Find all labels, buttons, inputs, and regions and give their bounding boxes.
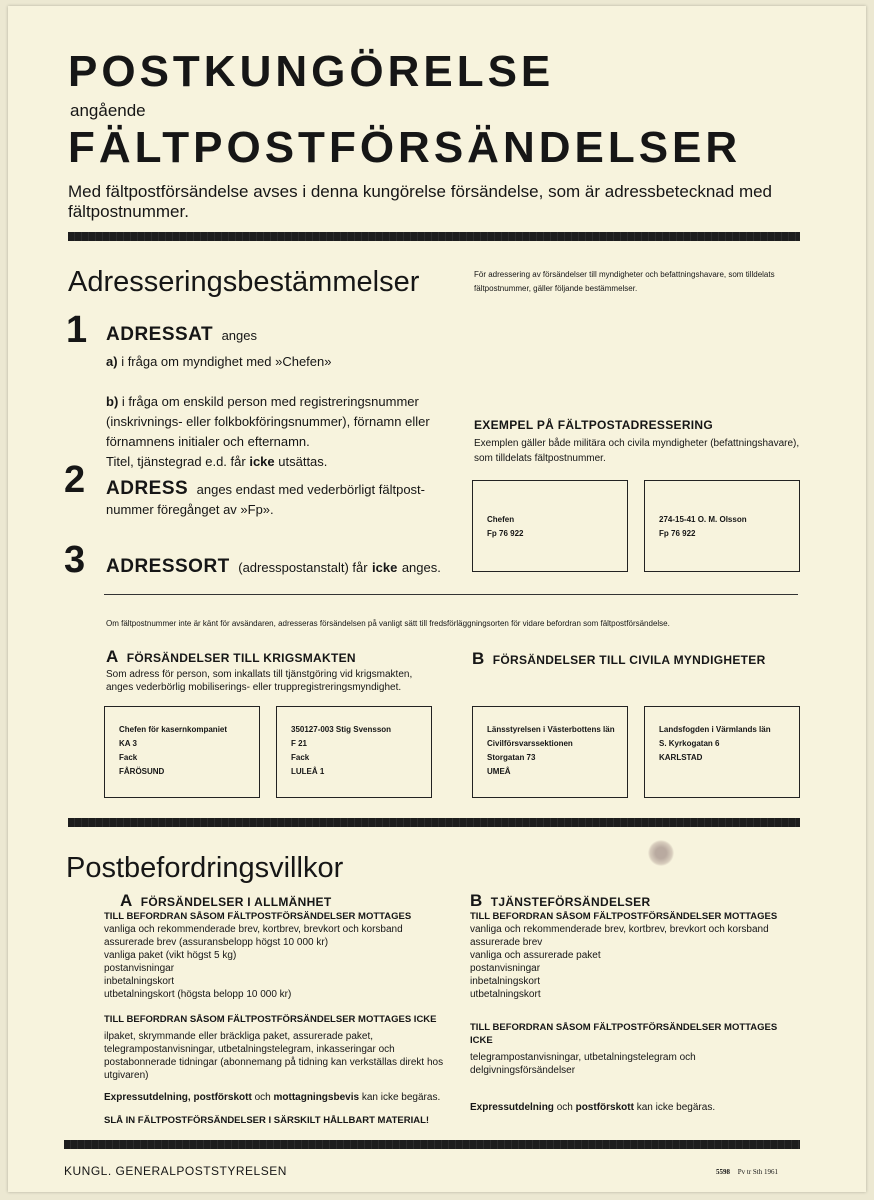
address-line: KARLSTAD xyxy=(659,753,703,762)
service-accepted-heading: TILL BEFORDRAN SÅSOM FÄLTPOSTFÖRSÄNDELSER MOTTAGES xyxy=(470,911,778,922)
general-heading xyxy=(120,891,332,911)
military-title: FÖRSÄNDELSER TILL KRIGSMAKTEN xyxy=(126,651,356,665)
address-line: F 21 xyxy=(291,739,308,748)
civil-heading xyxy=(472,649,766,669)
address-line: Länsstyrelsen i Västerbottens län xyxy=(487,725,615,734)
footer-printer: Pv tr Sth 1961 xyxy=(737,1168,779,1176)
general-accepted-heading: TILL BEFORDRAN SÅSOM FÄLTPOSTFÖRSÄNDELSER MOTTAGES xyxy=(104,911,412,922)
general-title: FÖRSÄNDELSER I ALLMÄNHET xyxy=(140,895,332,909)
service-conditions xyxy=(470,910,802,1114)
rule-1b-bold: icke xyxy=(249,454,275,469)
rule-1-title: ADRESSAT xyxy=(106,324,214,345)
address-line: S. Kyrkogatan 6 xyxy=(659,739,720,748)
address-lines xyxy=(659,723,771,765)
rule-1b-text: i fråga om enskild person med registreringsnummer (inskrivnings- eller folkbokföringsnummer), förnamn eller förnamnens initialer och efternamn. xyxy=(106,394,430,449)
general-accepted-item: vanliga och rekommenderade brev, kortbrev, brevkort och korsband xyxy=(104,924,403,935)
civil-address-box xyxy=(472,706,628,798)
conditions-heading: Postbefordringsvillkor xyxy=(66,852,344,884)
address-line: Fack xyxy=(291,753,310,762)
rule-number-3: 3 xyxy=(64,539,86,581)
divider-rule xyxy=(68,232,800,241)
general-express-note xyxy=(104,1091,444,1104)
general-letter: A xyxy=(120,891,133,910)
divider-rule xyxy=(64,1140,800,1149)
rule-3-text: (adresspostanstalt) får xyxy=(238,560,368,575)
rule-1-suffix: anges xyxy=(221,328,257,343)
address-lines xyxy=(291,723,391,779)
service-letter: B xyxy=(470,891,483,910)
rule-2 xyxy=(106,478,446,520)
service-heading xyxy=(470,891,650,911)
address-line: LULEÅ 1 xyxy=(291,767,325,776)
address-rules-heading: Adresseringsbestämmelser xyxy=(68,266,420,298)
express-text: kan icke begäras. xyxy=(636,1102,716,1113)
address-rules-note: För adressering av försändelser till myndigheter och befattningshavare, som tilldelats fältpostnummer, gäller följande bestämmelser. xyxy=(474,270,775,293)
service-rejected-text: telegrampostanvisningar, utbetalningstelegram och delgivningsförsändelser xyxy=(470,1052,696,1076)
address-line: Fack xyxy=(119,753,138,762)
civil-title: FÖRSÄNDELSER TILL CIVILA MYNDIGHETER xyxy=(492,653,766,667)
service-accepted-item: assurerade brev xyxy=(470,937,543,948)
military-letter: A xyxy=(106,647,119,666)
address-line: Fp 76 922 xyxy=(487,529,524,538)
service-accepted-item: utbetalningskort xyxy=(470,989,541,1000)
general-accepted-item: utbetalningskort (högsta belopp 10 000 kr) xyxy=(104,989,292,1000)
example-text: Exemplen gäller både militära och civila myndigheter (befattningshavare), som tilldelats fältpostnummer. xyxy=(474,438,800,464)
address-line: Chefen för kasernkompaniet xyxy=(119,725,228,734)
divider-rule xyxy=(68,818,800,827)
service-express-note xyxy=(470,1101,802,1114)
rule-1-heading xyxy=(106,324,257,346)
address-lines xyxy=(119,723,227,779)
address-line: 350127-003 Stig Svensson xyxy=(291,725,392,734)
service-accepted-item: vanliga och assurerade paket xyxy=(470,950,601,961)
rule-3 xyxy=(106,556,441,578)
express-bold: Expressutdelning xyxy=(470,1102,554,1113)
service-rejected-heading: TILL BEFORDRAN SÅSOM FÄLTPOSTFÖRSÄNDELSER MOTTAGES ICKE xyxy=(470,1022,778,1046)
general-conditions xyxy=(104,910,444,1127)
service-accepted-item: postanvisningar xyxy=(470,963,541,974)
footer-code: 5598 xyxy=(716,1168,730,1176)
address-line: Storgatan 73 xyxy=(487,753,536,762)
general-accepted-item: assurerade brev (assuransbelopp högst 10 000 kr) xyxy=(104,937,329,948)
rule-2-text: anges endast med vederbörligt fältpost-nummer föregånget av »Fp». xyxy=(106,482,425,517)
rule-1a-text: i fråga om myndighet med »Chefen» xyxy=(121,354,332,369)
rule-3-bold: icke xyxy=(372,560,398,575)
rule-1b-text-3: utsättas. xyxy=(278,454,328,469)
civil-letter: B xyxy=(472,649,485,668)
general-accepted-item: vanliga paket (vikt högst 5 kg) xyxy=(104,950,237,961)
example-address-box xyxy=(644,480,800,572)
address-lines xyxy=(487,723,615,779)
rule-1b-label: b) xyxy=(106,394,119,409)
rule-1b-text-2: Titel, tjänstegrad e.d. får xyxy=(106,454,246,469)
address-line: FÅRÖSUND xyxy=(119,767,165,776)
poster-subtitle: angående xyxy=(70,101,146,120)
general-rejected-text: ilpaket, skrymmande eller bräckliga paket, assurerade paket, telegrampostanvisningar, utbetalningstelegram, inkasseringar och postabonnerade tidningar (abonnemang på tidning kan verkställas direkt hos utgivaren) xyxy=(104,1031,444,1081)
footer-print-info xyxy=(716,1168,778,1176)
rule-number-2: 2 xyxy=(64,459,86,501)
general-accepted-item: postanvisningar xyxy=(104,963,175,974)
rule-1b xyxy=(106,392,448,472)
intro-text: Med fältpostförsändelse avses i denna kungörelse försändelse, som är adressbetecknad med fältpostnummer. xyxy=(68,182,773,221)
service-title: TJÄNSTEFÖRSÄNDELSER xyxy=(490,895,651,909)
service-accepted-item: inbetalningskort xyxy=(470,976,541,987)
poster-title: POSTKUNGÖRELSE xyxy=(68,47,555,96)
address-line: 274-15-41 O. M. Olsson xyxy=(659,515,747,524)
military-heading xyxy=(106,647,356,667)
express-bold: Expressutdelning, postförskott xyxy=(104,1092,252,1103)
general-accepted-item: inbetalningskort xyxy=(104,976,175,987)
general-rejected-heading: TILL BEFORDRAN SÅSOM FÄLTPOSTFÖRSÄNDELSER MOTTAGES ICKE xyxy=(104,1014,437,1025)
divider-line xyxy=(104,594,798,595)
service-accepted-item: vanliga och rekommenderade brev, kortbrev, brevkort och korsband xyxy=(470,924,769,935)
footer-issuer: KUNGL. GENERALPOSTSTYRELSEN xyxy=(64,1164,287,1178)
express-text: kan icke begäras. xyxy=(361,1092,441,1103)
military-address-box xyxy=(104,706,260,798)
address-line: Civilförsvarssektionen xyxy=(487,739,573,748)
rule-3-text-2: anges. xyxy=(401,560,441,575)
poster-sheet xyxy=(8,6,866,1192)
address-line: Landsfogden i Värmlands län xyxy=(659,725,771,734)
express-bold: postförskott xyxy=(575,1102,634,1113)
rule-number-1: 1 xyxy=(66,309,88,351)
address-line: Chefen xyxy=(487,515,515,524)
stain-mark xyxy=(648,840,674,866)
military-address-box xyxy=(276,706,432,798)
packaging-slogan: SLÅ IN FÄLTPOSTFÖRSÄNDELSER I SÄRSKILT HÅLLBART MATERIAL! xyxy=(104,1115,430,1126)
rule-2-title: ADRESS xyxy=(106,478,189,499)
address-line: UMEÅ xyxy=(487,767,511,776)
rule-1a-label: a) xyxy=(106,354,118,369)
military-text: Som adress för person, som inkallats till tjänstgöring vid krigsmakten, anges vederbörlig mobiliserings- eller truppregistreringsmyndighet. xyxy=(106,669,413,693)
address-line: KA 3 xyxy=(119,739,137,748)
unknown-number-note: Om fältpostnummer inte är känt för avsändaren, adresseras försändelsen på vanligt sätt till fredsförläggningsorten för vidare befordran som fältpostförsändelse. xyxy=(106,619,670,628)
express-bold: mottagningsbevis xyxy=(273,1092,360,1103)
example-address-box xyxy=(472,480,628,572)
example-heading: EXEMPEL PÅ FÄLTPOSTADRESSERING xyxy=(474,418,714,432)
rule-1a xyxy=(106,352,331,372)
civil-address-box xyxy=(644,706,800,798)
address-line: Fp 76 922 xyxy=(659,529,696,538)
poster-title-2: FÄLTPOSTFÖRSÄNDELSER xyxy=(68,123,742,172)
rule-3-title: ADRESSORT xyxy=(106,556,230,577)
express-text: och xyxy=(556,1102,573,1113)
express-text: och xyxy=(254,1092,271,1103)
